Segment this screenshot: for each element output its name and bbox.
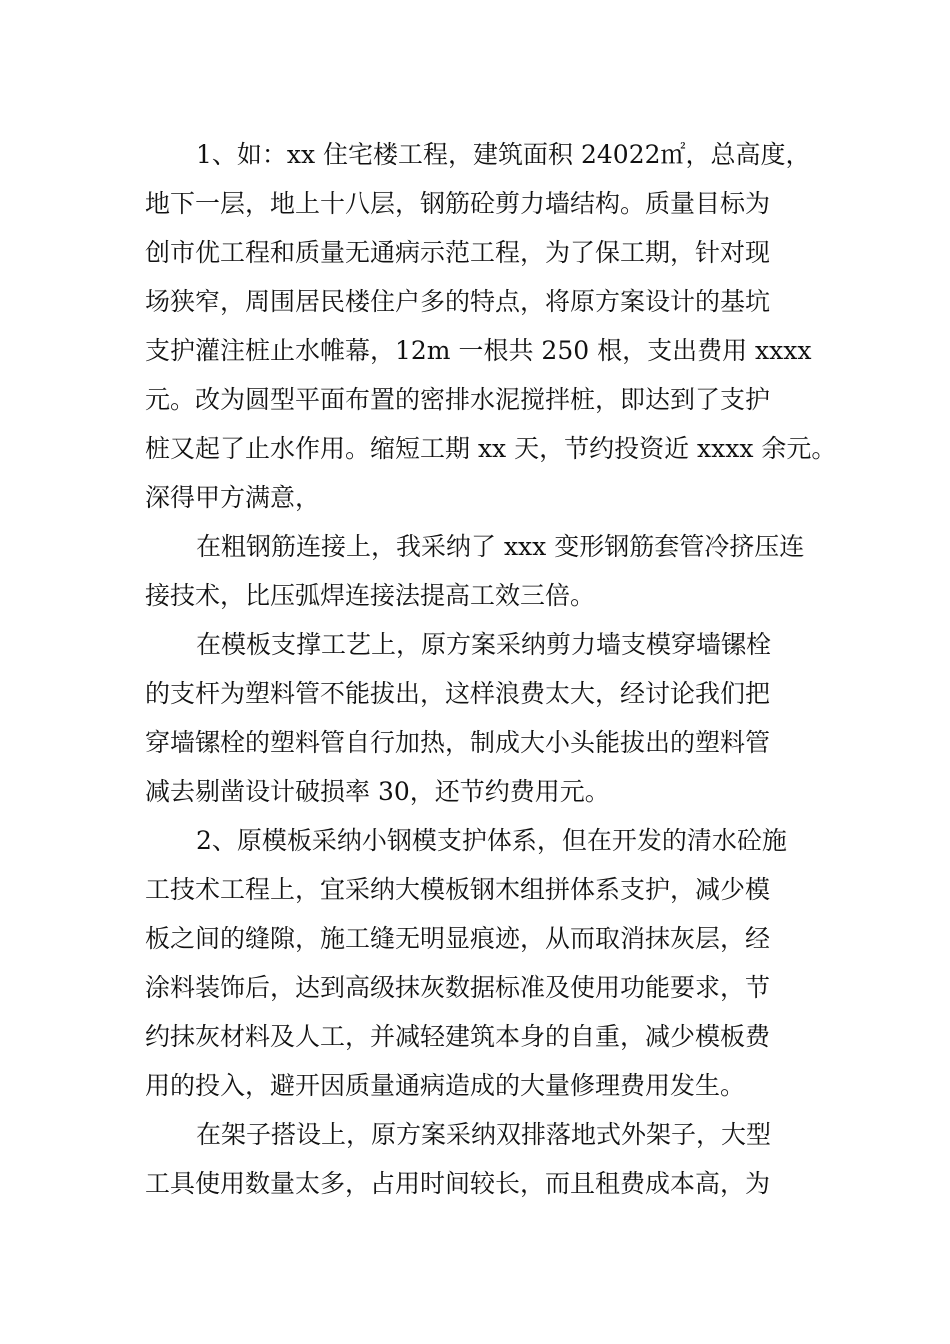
text-line: 元。改为圆型平面布置的密排水泥搅拌桩，即达到了支护 bbox=[145, 385, 771, 414]
text-line: 约抹灰材料及人工，并减轻建筑本身的自重，减少模板费 bbox=[145, 1022, 771, 1051]
paragraph-4 bbox=[145, 816, 835, 1110]
document-body bbox=[145, 130, 835, 1208]
text-line: 2、原模板采纳小钢模支护体系，但在开发的清水砼施 bbox=[196, 826, 787, 855]
text-line: 穿墙镙栓的塑料管自行加热，制成大小头能拔出的塑料管 bbox=[145, 728, 771, 757]
text-line: 在模板支撑工艺上，原方案采纳剪力墙支模穿墙镙栓 bbox=[196, 630, 772, 659]
text-line: 用的投入，避开因质量通病造成的大量修理费用发生。 bbox=[145, 1071, 746, 1100]
text-line: 工技术工程上，宜采纳大模板钢木组拼体系支护，减少模 bbox=[145, 875, 771, 904]
text-line: 场狭窄，周围居民楼住户多的特点，将原方案设计的基坑 bbox=[145, 287, 771, 316]
paragraph-3 bbox=[145, 620, 835, 816]
text-line: 在粗钢筋连接上，我采纳了 xxx 变形钢筋套管冷挤压连 bbox=[196, 532, 805, 561]
text-line: 板之间的缝隙，施工缝无明显痕迹，从而取消抹灰层，经 bbox=[145, 924, 771, 953]
text-line: 地下一层，地上十八层，钢筋砼剪力墙结构。质量目标为 bbox=[145, 189, 771, 218]
text-line: 桩又起了止水作用。缩短工期 xx 天，节约投资近 xxxx 余元。 bbox=[145, 434, 837, 463]
text-line: 涂料装饰后，达到高级抹灰数据标准及使用功能要求，节 bbox=[145, 973, 771, 1002]
text-line: 减去剔凿设计破损率 30，还节约费用元。 bbox=[145, 777, 610, 806]
text-line: 深得甲方满意， bbox=[145, 483, 321, 512]
text-line: 创市优工程和质量无通病示范工程，为了保工期，针对现 bbox=[145, 238, 771, 267]
text-line: 工具使用数量太多，占用时间较长，而且租费成本高，为 bbox=[145, 1169, 771, 1198]
paragraph-1 bbox=[145, 130, 835, 522]
text-line: 支护灌注桩止水帷幕，12m 一根共 250 根，支出费用 xxxx bbox=[145, 336, 812, 365]
text-line: 的支杆为塑料管不能拔出，这样浪费太大，经讨论我们把 bbox=[145, 679, 771, 708]
text-line: 在架子搭设上，原方案采纳双排落地式外架子，大型 bbox=[196, 1120, 772, 1149]
text-line: 1、如：xx 住宅楼工程，建筑面积 24022㎡，总高度， bbox=[196, 140, 811, 169]
paragraph-2 bbox=[145, 522, 835, 620]
text-line: 接技术，比压弧焊连接法提高工效三倍。 bbox=[145, 581, 596, 610]
paragraph-5 bbox=[145, 1110, 835, 1208]
